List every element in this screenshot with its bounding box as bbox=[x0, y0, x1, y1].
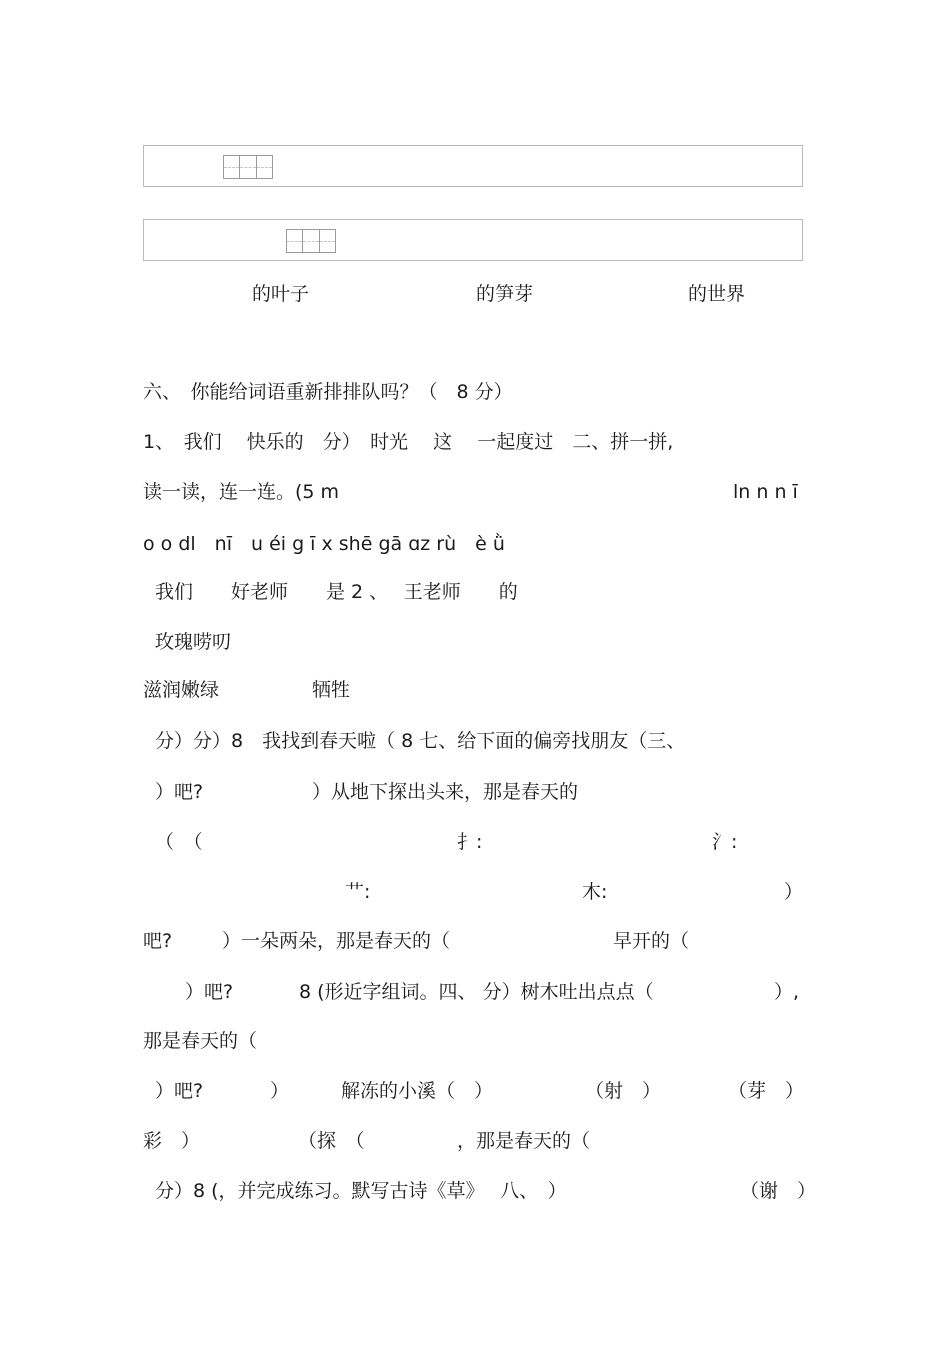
line-3-right: ln n n ī bbox=[733, 481, 798, 503]
pinyin-line: o o dl nī u éi g ī x shē gā ɑz rù è ǜ bbox=[143, 533, 505, 555]
blank-phrase-2: 的笋芽 bbox=[476, 283, 534, 305]
line-17-right: （谢 ） bbox=[740, 1180, 817, 1202]
line-15-d: （射 ） bbox=[585, 1080, 662, 1102]
line-6: 玫瑰唠叨 bbox=[155, 631, 232, 653]
radical-shui: 氵: bbox=[712, 831, 738, 853]
answer-box-1 bbox=[143, 145, 803, 187]
line-14: 那是春天的（ bbox=[143, 1030, 258, 1052]
section-6-heading: 六、 你能给词语重新排排队吗？（ 8 分） bbox=[143, 381, 513, 403]
line-3-left: 读一读，连一连。(5 m bbox=[143, 481, 340, 503]
line-15-e: （芽 ） bbox=[728, 1080, 805, 1102]
line-12-left: 吧? bbox=[143, 930, 173, 952]
line-7-left: 滋润嫩绿 bbox=[143, 679, 220, 701]
line-16-c: ，那是春天的（ bbox=[457, 1130, 591, 1152]
line-2: 1、 我们 快乐的 分） 时光 这 一起度过 二、拼一拼, bbox=[143, 431, 674, 453]
line-5: 我们 好老师 是 2 、 王老师 的 bbox=[155, 581, 518, 603]
radical-cao: 艹: bbox=[345, 881, 371, 903]
line-8: 分）分）8 我找到春天啦（ 8 七、给下面的偏旁找朋友（三、 bbox=[155, 730, 686, 752]
line-16-b: （探 （ bbox=[298, 1130, 365, 1152]
line-13-right: ）, bbox=[774, 981, 800, 1003]
line-7-right: 牺牲 bbox=[312, 679, 351, 701]
writing-grid-2 bbox=[286, 229, 336, 253]
line-13-mid: 8 (形近字组词。四、 分）树木吐出点点（ bbox=[299, 981, 654, 1003]
writing-grid-1 bbox=[223, 155, 273, 179]
line-11-right: ） bbox=[784, 881, 804, 903]
line-12-mid: ）一朵两朵，那是春天的（ bbox=[222, 930, 451, 952]
radical-mu: 木: bbox=[582, 881, 608, 903]
line-13-left: ）吧? bbox=[185, 981, 234, 1003]
line-15-a: ）吧? bbox=[155, 1080, 204, 1102]
line-15-b: ） bbox=[270, 1080, 290, 1102]
line-9-right: ）从地下探出头来，那是春天的 bbox=[312, 781, 579, 803]
line-9-left: ）吧? bbox=[155, 781, 204, 803]
answer-box-2 bbox=[143, 219, 803, 261]
line-12-right: 早开的（ bbox=[613, 930, 690, 952]
radical-shou: 扌: bbox=[457, 831, 483, 853]
line-15-c: 解冻的小溪（ ） bbox=[341, 1080, 494, 1102]
line-16-a: 彩 ） bbox=[143, 1130, 201, 1152]
line-10-left: （ （ bbox=[155, 831, 203, 853]
blank-phrase-1: 的叶子 bbox=[252, 283, 310, 305]
line-17-left: 分）8 (，并完成练习。默写古诗《草》 八、 ） bbox=[155, 1180, 567, 1202]
blank-phrase-3: 的世界 bbox=[688, 283, 746, 305]
